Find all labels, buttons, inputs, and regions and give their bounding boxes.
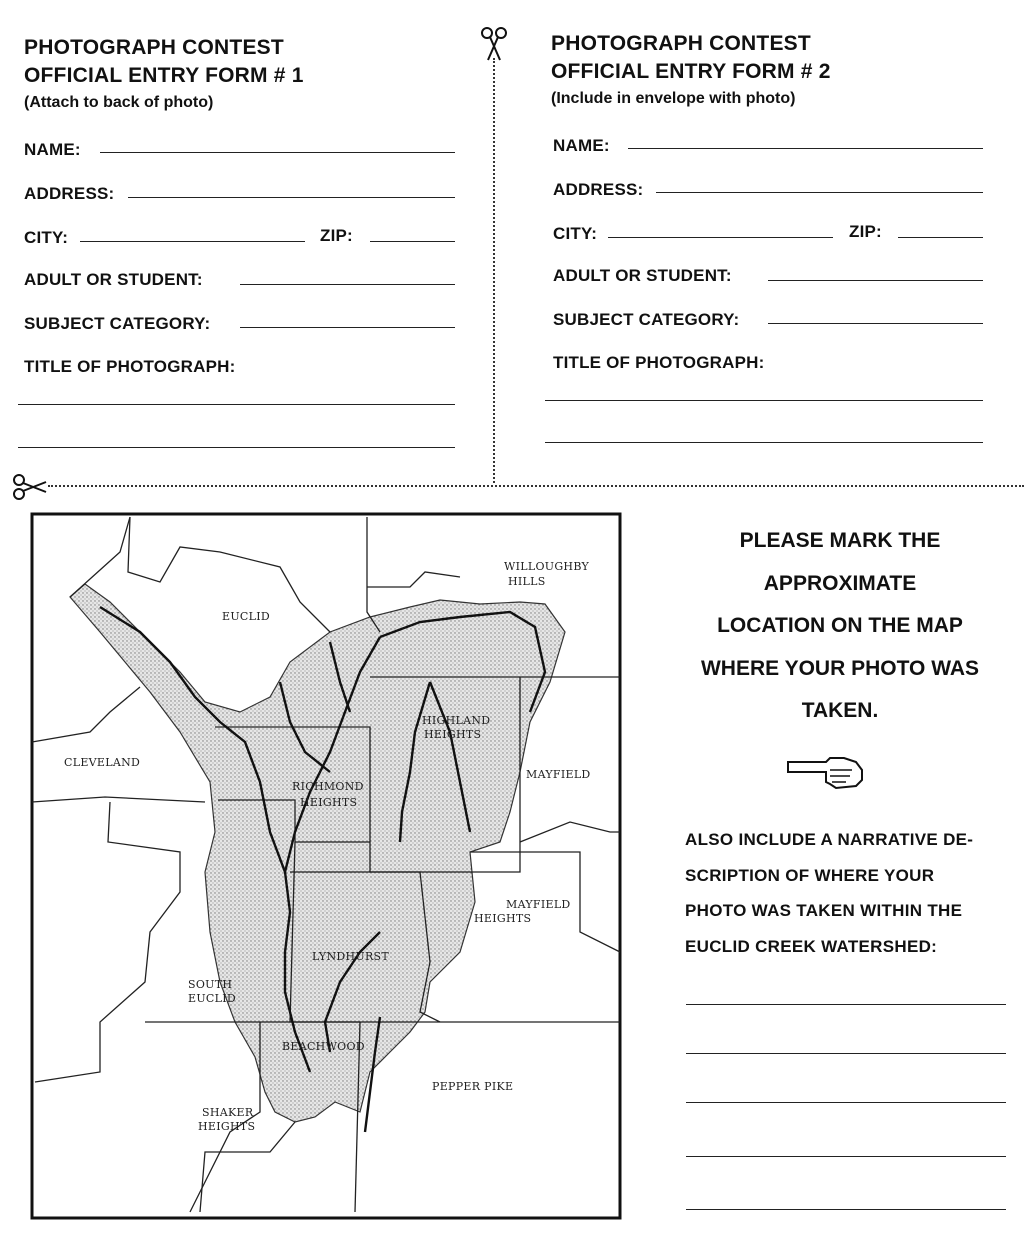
narrative-field[interactable] <box>686 1209 1006 1210</box>
narrative-instructions <box>685 822 1015 964</box>
map-label-hills: HILLS <box>508 575 546 588</box>
name-field[interactable] <box>100 152 455 153</box>
form-title-line1: PHOTOGRAPH CONTEST <box>551 32 811 55</box>
form-note: (Include in envelope with photo) <box>551 90 796 107</box>
adult-student-field[interactable] <box>768 280 983 281</box>
subject-category-label: SUBJECT CATEGORY: <box>24 314 211 333</box>
form-title-line1: PHOTOGRAPH CONTEST <box>24 36 284 59</box>
photo-title-label: TITLE OF PHOTOGRAPH: <box>24 357 236 376</box>
entry-form-1 <box>0 0 490 470</box>
narrative-field[interactable] <box>686 1102 1006 1103</box>
name-label: NAME: <box>24 140 81 159</box>
map-label-south: SOUTH <box>188 978 233 991</box>
map-label-south-euclid: EUCLID <box>188 992 236 1005</box>
subject-category-field[interactable] <box>768 323 983 324</box>
adult-student-label: ADULT OR STUDENT: <box>24 270 203 289</box>
narrative-field[interactable] <box>686 1156 1006 1157</box>
photo-title-field[interactable] <box>18 404 455 405</box>
address-field[interactable] <box>128 197 455 198</box>
city-label: CITY: <box>553 224 598 243</box>
instruction-line: APPROXIMATE <box>763 571 917 595</box>
instruction-line: LOCATION ON THE MAP <box>717 614 963 637</box>
map-label-richmond: RICHMOND <box>292 780 364 793</box>
horizontal-cut-line <box>48 485 1024 487</box>
map-label-willoughby: WILLOUGHBY <box>504 560 590 573</box>
form-title-line2: OFFICIAL ENTRY FORM # 1 <box>24 64 304 87</box>
narrative-line: ALSO INCLUDE A NARRATIVE DE- <box>685 830 974 849</box>
scissors-icon <box>12 474 48 500</box>
narrative-line: PHOTO WAS TAKEN WITHIN THE <box>685 901 963 920</box>
map-label-shaker: SHAKER <box>202 1106 254 1119</box>
subject-category-label: SUBJECT CATEGORY: <box>553 310 740 329</box>
photo-title-field[interactable] <box>18 447 455 448</box>
narrative-line: EUCLID CREEK WATERSHED: <box>685 936 938 956</box>
map-label-cleveland: CLEVELAND <box>64 756 141 769</box>
watershed-map[interactable] <box>30 512 622 1222</box>
pointing-hand-icon <box>786 752 866 792</box>
subject-category-field[interactable] <box>240 327 455 328</box>
map-label-shaker-heights: HEIGHTS <box>198 1120 256 1133</box>
map-label-mayfield-heights: MAYFIELD <box>506 898 571 911</box>
narrative-field[interactable] <box>686 1053 1006 1054</box>
name-label: NAME: <box>553 136 610 155</box>
adult-student-field[interactable] <box>240 284 455 285</box>
photo-title-label: TITLE OF PHOTOGRAPH: <box>553 353 765 372</box>
map-instructions <box>690 520 990 733</box>
instruction-line: TAKEN. <box>801 699 879 722</box>
map-label-lyndhurst: LYNDHURST <box>312 950 390 963</box>
map-label-highland: HIGHLAND <box>422 714 491 727</box>
map-label-mayfield-heights-2: HEIGHTS <box>474 912 532 925</box>
address-label: ADDRESS: <box>24 184 115 203</box>
narrative-field[interactable] <box>686 1004 1006 1005</box>
adult-student-label: ADULT OR STUDENT: <box>553 266 732 285</box>
map-label-mayfield: MAYFIELD <box>526 768 591 781</box>
address-label: ADDRESS: <box>553 180 644 199</box>
form-title-line2: OFFICIAL ENTRY FORM # 2 <box>551 60 831 83</box>
instruction-line: WHERE YOUR PHOTO WAS <box>700 656 980 680</box>
photo-title-field[interactable] <box>545 442 983 443</box>
city-field[interactable] <box>608 237 833 238</box>
name-field[interactable] <box>628 148 983 149</box>
zip-field[interactable] <box>370 241 455 242</box>
map-label-highland-heights: HEIGHTS <box>424 728 482 741</box>
map-label-beachwood: BEACHWOOD <box>282 1040 365 1053</box>
narrative-line: SCRIPTION OF WHERE YOUR <box>685 865 935 885</box>
zip-label: ZIP: <box>320 226 353 245</box>
zip-label: ZIP: <box>849 222 882 241</box>
photo-title-field[interactable] <box>545 400 983 401</box>
instruction-line: PLEASE MARK THE <box>739 529 941 552</box>
city-field[interactable] <box>80 241 305 242</box>
form-note: (Attach to back of photo) <box>24 94 214 111</box>
city-label: CITY: <box>24 228 69 247</box>
entry-form-2 <box>500 0 1000 470</box>
zip-field[interactable] <box>898 237 983 238</box>
address-field[interactable] <box>656 192 983 193</box>
map-label-euclid: EUCLID <box>222 610 270 623</box>
map-label-richmond-heights: HEIGHTS <box>300 796 358 809</box>
map-label-pepper-pike: PEPPER PIKE <box>432 1080 514 1093</box>
vertical-cut-line <box>493 58 495 483</box>
